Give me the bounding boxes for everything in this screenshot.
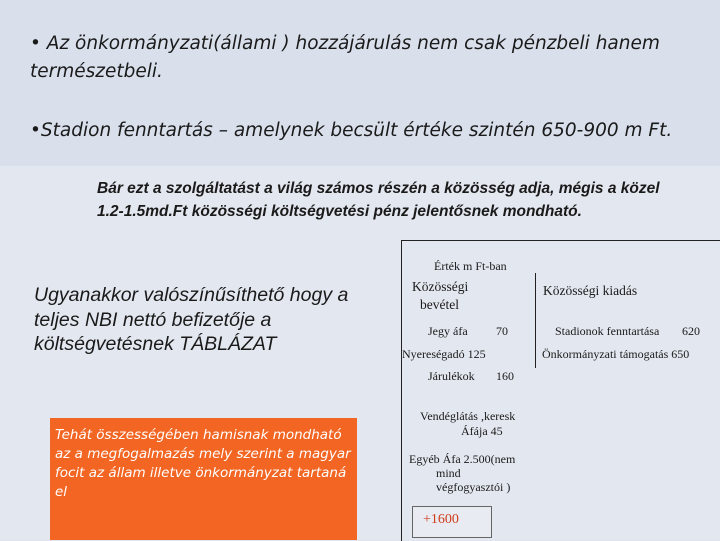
conclusion-text: Tehát összességében hamisnak mondható az a megfogalmazás mely szerint a magyar focit az állam illetve önkormányzat tartaná el <box>55 427 351 500</box>
total-box <box>412 506 492 538</box>
expense-header: Közösségi kiadás <box>543 283 638 298</box>
egyeb-line3: végfogyasztói ) <box>436 480 511 494</box>
expense-row-label: Önkormányzati támogatás 650 <box>542 347 690 361</box>
revenue-row-label: Járulékok <box>428 369 475 383</box>
table-caption: Érték m Ft-ban <box>434 259 507 273</box>
conclusion-box <box>50 418 357 540</box>
note-text: Bár ezt a szolgáltatást a világ számos részén a közösség adja, mégis a közel 1.2-1.5md.Ft közösségi költségvetési pénz jelentősnek mondható. <box>97 180 660 220</box>
revenue-row-label: Jegy áfa <box>428 324 468 338</box>
vendeglatas-line1: Vendéglátás ,keresk <box>420 409 516 423</box>
revenue-row-value: 70 <box>496 324 508 338</box>
total-value: +1600 <box>423 512 459 527</box>
revenue-row-value: 160 <box>496 369 514 383</box>
egyeb-line1: Egyéb Áfa 2.500(nem <box>409 452 516 466</box>
revenue-row-label: Nyereségadó 125 <box>402 347 486 361</box>
column-divider <box>535 273 536 368</box>
expense-row-label: Stadionok fenntartása <box>555 324 660 338</box>
left-statement: Ugyanakkor valószínűsíthető hogy a teljes NBI nettó befizetője a költségvetésnek TÁBLÁZAT <box>34 284 349 355</box>
revenue-header-line1: Közösségi <box>412 279 469 294</box>
egyeb-line2: mind <box>436 466 461 480</box>
bullet-stadium: •Stadion fenntartás – amelynek becsült értéke szintén 650-900 m Ft. <box>30 120 673 141</box>
expense-row-value: 620 <box>682 324 700 338</box>
bullet-contribution: • Az önkormányzati(állami ) hozzájárulás nem csak pénzbeli hanem természetbeli. <box>30 33 660 82</box>
vendeglatas-line2: Áfája 45 <box>461 424 503 438</box>
revenue-header-line2: bevétel <box>420 297 459 312</box>
